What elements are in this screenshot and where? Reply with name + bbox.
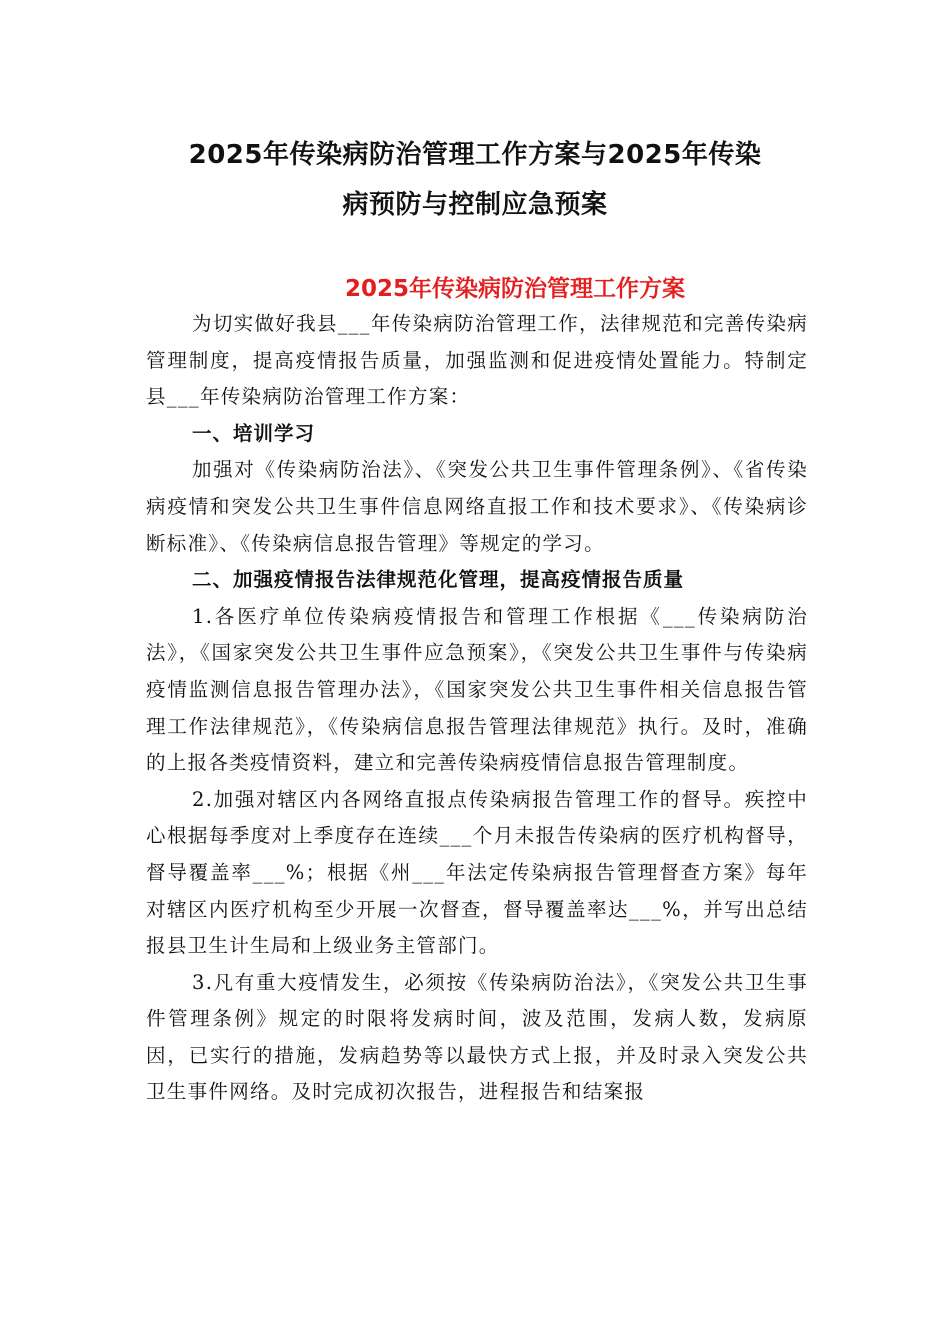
item-2-paragraph: 2.加强对辖区内各网络直报点传染病报告管理工作的督导。疾控中心根据每季度对上季度存在连续___个月未报告传染病的医疗机构督导，督导覆盖率___%；根据《州___年法定传染病报告管理督查方案》每年对辖区内医疗机构至少开展一次督查，督导覆盖率达___%，并写出总结报县卫生计生局和上级业务主管部门。 xyxy=(146,787,808,958)
training-paragraph: 加强对《传染病防治法》、《突发公共卫生事件管理条例》、《省传染病疫情和突发公共卫生事件信息网络直报工作和技术要求》、《传染病诊断标准》、《传染病信息报告管理》等规定的学习。 xyxy=(146,458,808,555)
document-title-line-2: 病预防与控制应急预案 xyxy=(342,190,608,220)
heading-training: 一、培训学习 xyxy=(192,421,316,445)
item-3-paragraph: 3.凡有重大疫情发生，必须按《传染病防治法》，《突发公共卫生事件管理条例》规定的时限将发病时间，波及范围，发病人数，发病原因，已实行的措施，发病趋势等以最快方式上报，并及时录入突发公共卫生事件网络。及时完成初次报告，进程报告和结案报 xyxy=(146,970,808,1104)
section-title: 2025年传染病防治管理工作方案 xyxy=(344,276,685,302)
document-title-line-1: 2025年传染病防治管理工作方案与2025年传染 xyxy=(188,140,762,170)
heading-report-management: 二、加强疫情报告法律规范化管理，提高疫情报告质量 xyxy=(192,568,685,592)
document-body xyxy=(146,306,808,1111)
intro-paragraph: 为切实做好我县___年传染病防治管理工作，法律规范和完善传染病管理制度，提高疫情报告质量，加强监测和促进疫情处置能力。特制定县___年传染病防治管理工作方案： xyxy=(146,312,808,409)
item-1-paragraph: 1.各医疗单位传染病疫情报告和管理工作根据《___传染病防治法》，《国家突发公共卫生事件应急预案》，《突发公共卫生事件与传染病疫情监测信息报告管理办法》，《国家突发公共卫生事件相关信息报告管理工作法律规范》，《传染病信息报告管理法律规范》执行。及时，准确的上报各类疫情资料，建立和完善传染病疫情信息报告管理制度。 xyxy=(146,604,808,775)
